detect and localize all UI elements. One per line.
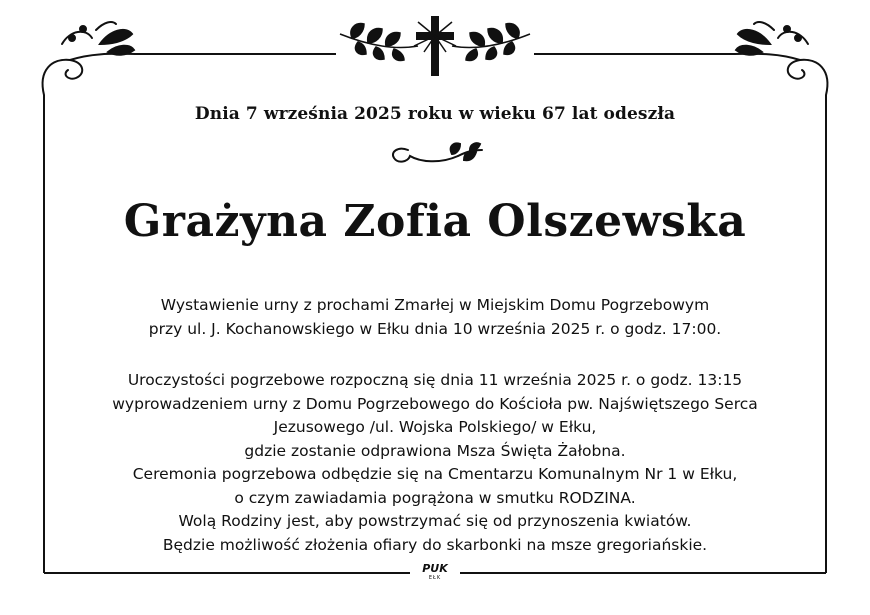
text-line: Będzie możliwość złożenia ofiary do skarbonki na msze gregoriańskie. (162, 535, 708, 554)
logo-text: PUK (422, 562, 448, 575)
leaf-divider-icon (393, 143, 482, 161)
text-line: o czym zawiadamia pogrążona w smutku RODZINA. (234, 488, 636, 507)
text-line: gdzie zostanie odprawiona Msza Święta Żałobna. (244, 441, 626, 460)
text-line: Wystawienie urny z prochami Zmarłej w Miejskim Domu Pogrzebowym (160, 296, 710, 314)
viewing-paragraph (60, 294, 810, 341)
text-line: przy ul. J. Kochanowskiego w Ełku dnia 10 września 2025 r. o godz. 17:00. (148, 319, 722, 338)
swirl-ornament-icon (730, 22, 827, 95)
laurel-branch-icon (340, 24, 418, 61)
cross-icon (414, 16, 456, 76)
intro-line: Dnia 7 września 2025 roku w wieku 67 lat odeszła (194, 104, 676, 124)
text-line: Uroczystości pogrzebowe rozpoczną się dnia 11 września 2025 r. o godz. 13:15 (127, 371, 743, 389)
text-line: Jezusowego /ul. Wojska Polskiego/ w Ełku, (273, 418, 597, 436)
puk-logo (414, 563, 456, 583)
text-line: Ceremonia pogrzebowa odbędzie się na Cmentarzu Komunalnym Nr 1 w Ełku, (132, 465, 738, 483)
text-line: wyprowadzeniem urny z Domu Pogrzebowego do Kościoła pw. Najświętszego Serca (112, 394, 758, 413)
logo-subtext: EŁK (428, 575, 442, 581)
swirl-ornament-icon (43, 22, 140, 95)
laurel-branch-icon (452, 24, 530, 61)
funeral-paragraph (60, 369, 810, 557)
deceased-name: Grażyna Zofia Olszewska (123, 196, 747, 247)
text-line: Wolą Rodziny jest, aby powstrzymać się od przynoszenia kwiatów. (178, 512, 692, 530)
